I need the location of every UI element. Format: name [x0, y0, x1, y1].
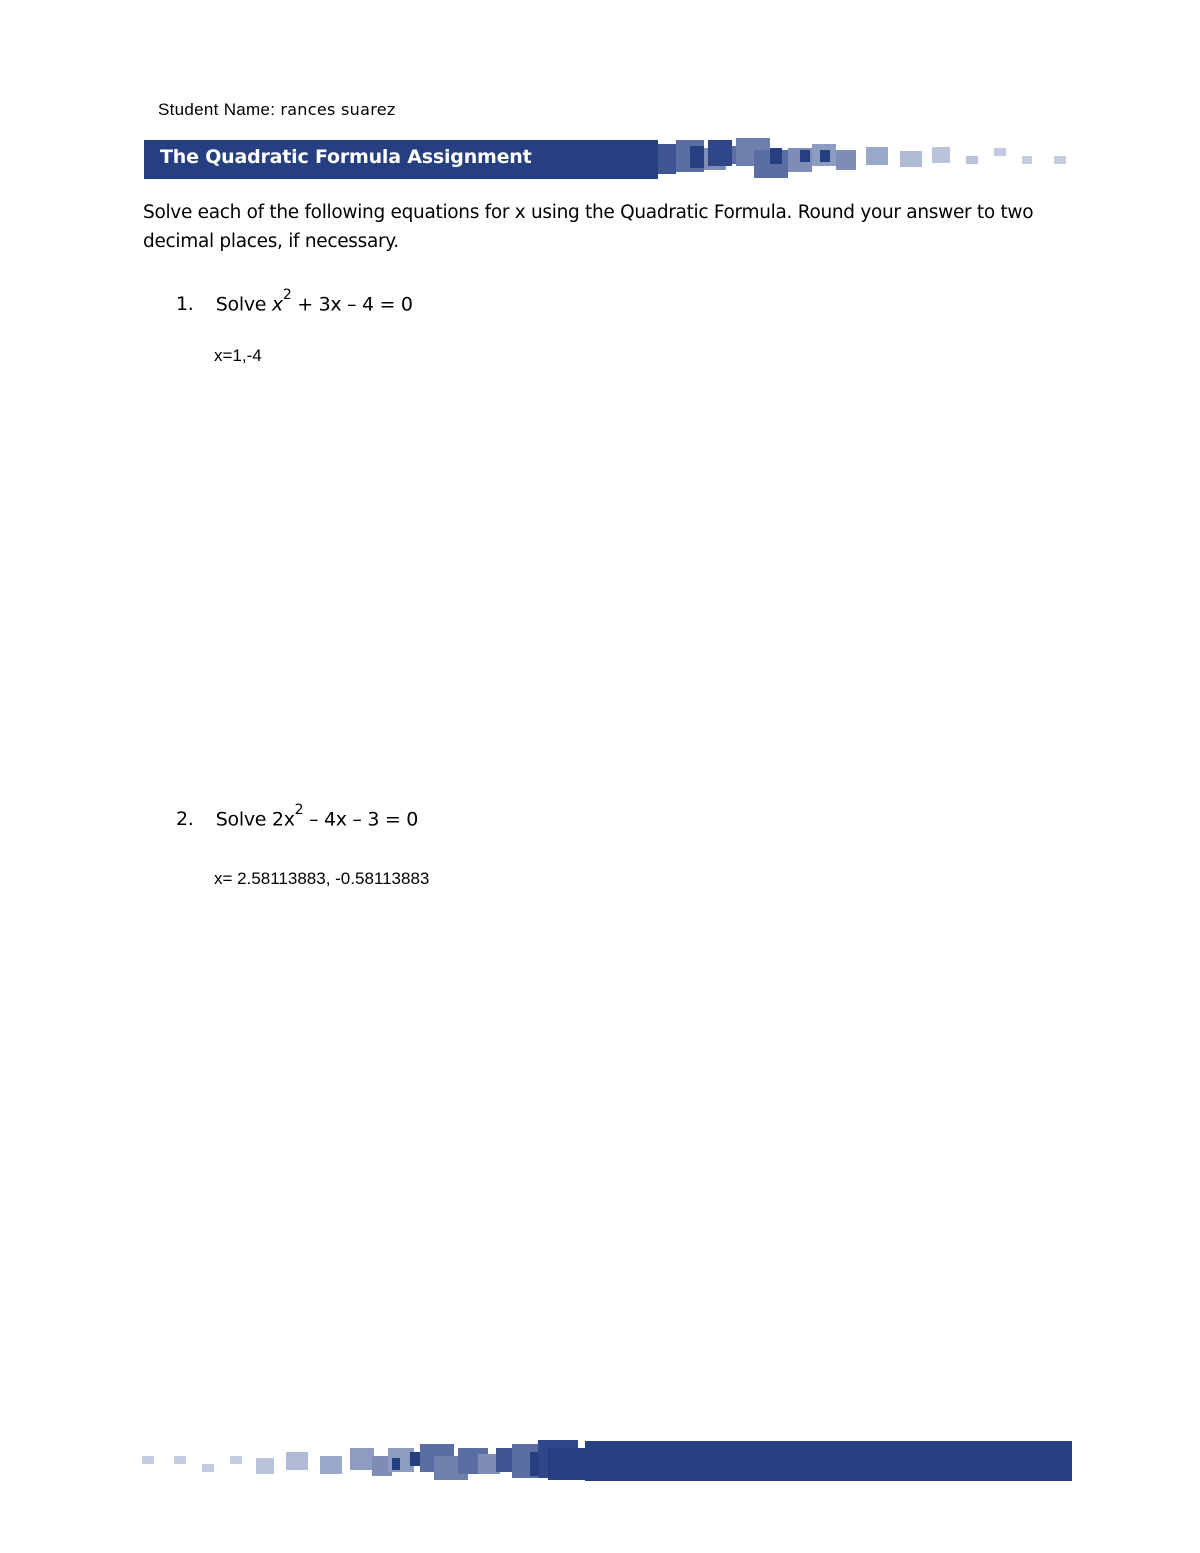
equation-exponent: 2 [282, 287, 292, 303]
equation-lead: x [271, 293, 283, 316]
student-name-value: rances suarez [280, 100, 396, 119]
equation-lead: 2x [271, 808, 295, 831]
problem-number: 1. [176, 293, 194, 316]
equation-rest: – 4x – 3 = 0 [309, 808, 419, 831]
instructions-text: Solve each of the following equations for x using the Quadratic Formula. Round your answer to two decimal places, if necessary. [143, 202, 1034, 252]
problem-prefix: Solve [215, 808, 267, 831]
answer-1: x=1,-4 [214, 346, 262, 365]
problem-number: 2. [176, 808, 194, 831]
answer-2: x= 2.58113883, -0.58113883 [214, 869, 430, 888]
student-name-label: Student Name: [158, 100, 276, 119]
equation-exponent: 2 [294, 802, 304, 818]
equation-rest: + 3x – 4 = 0 [297, 293, 413, 316]
problem-prefix: Solve [215, 293, 267, 316]
page-title: The Quadratic Formula Assignment [160, 146, 532, 168]
